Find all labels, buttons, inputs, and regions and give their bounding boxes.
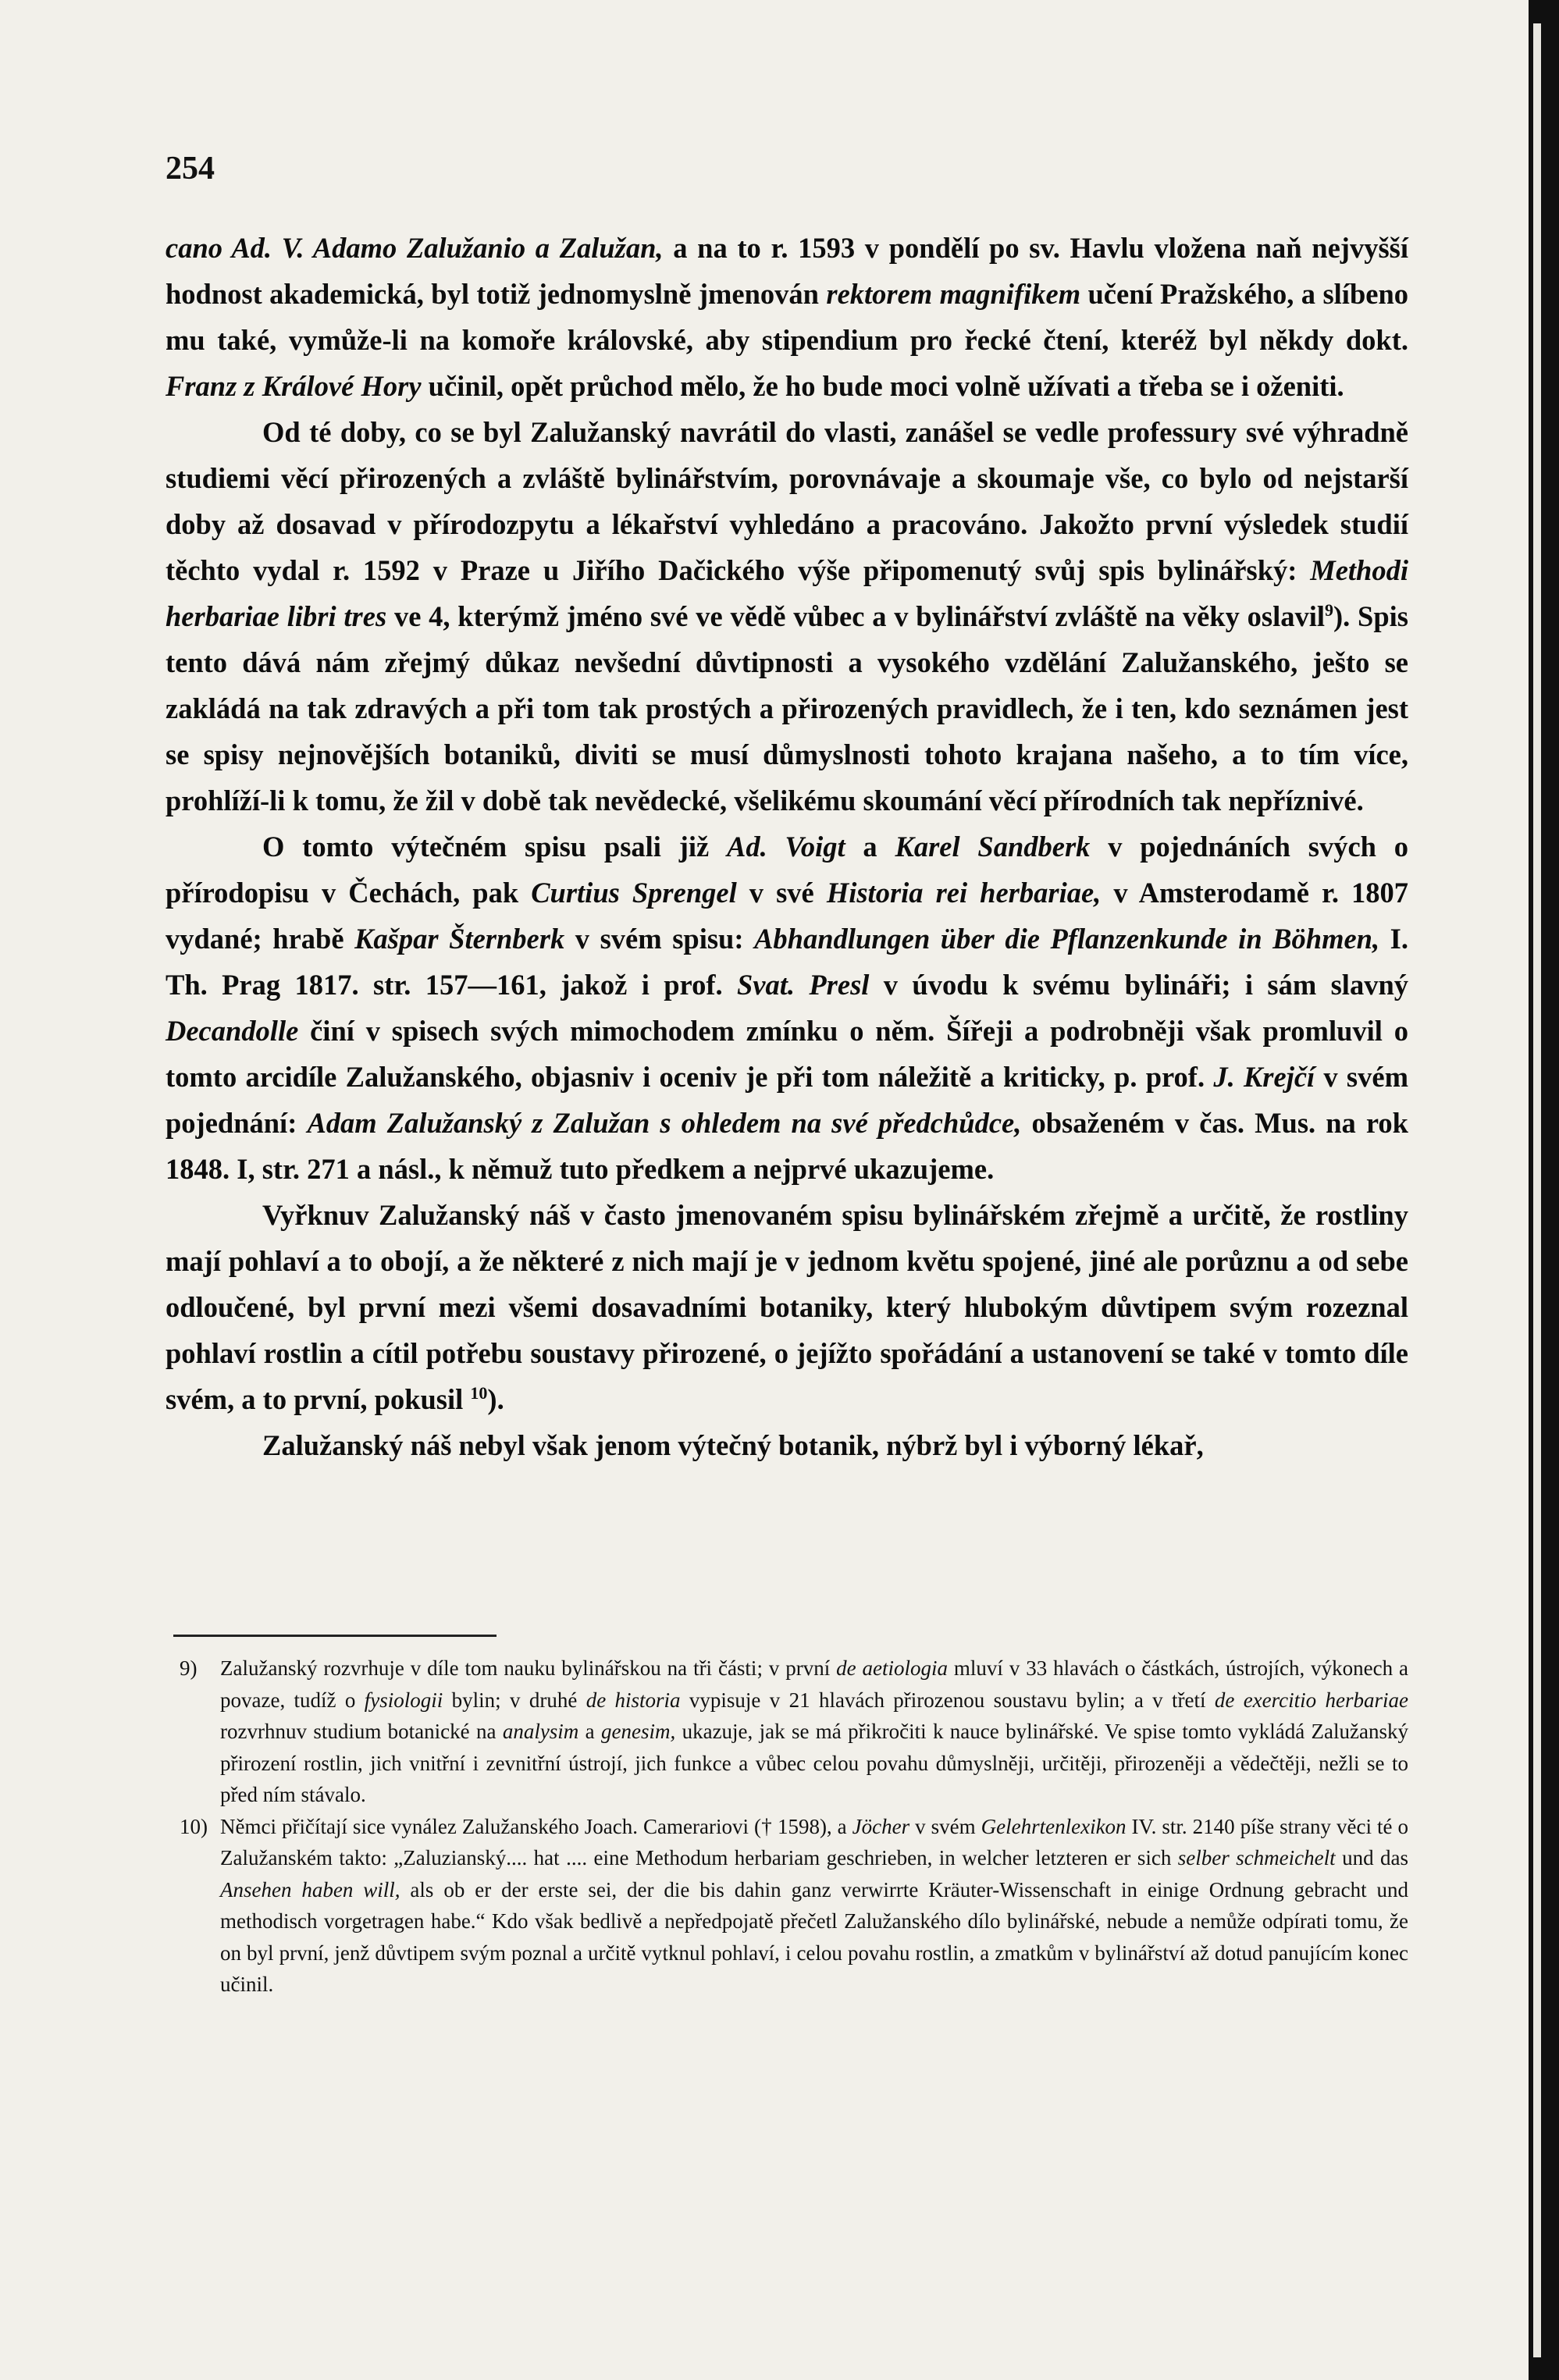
text-span: mluví v 33 hlavách o částkách, ústrojích, výkonech a povaze, tudíž o <box>220 1656 1408 1712</box>
italic-phrase: selber schmeichelt <box>1177 1846 1336 1869</box>
footnote-10 <box>180 1811 1408 2001</box>
footnote-reference: 9 <box>1325 599 1333 620</box>
text-span: und das <box>1335 1846 1408 1869</box>
footnote-reference: 10 <box>470 1382 488 1403</box>
italic-phrase: Historia rei herbariae, <box>826 877 1102 909</box>
italic-phrase: J. Krejčí <box>1213 1061 1315 1093</box>
text-span: Zalužanský rozvrhuje v díle tom nauku bylinářskou na tři části; v první <box>220 1656 837 1680</box>
italic-phrase: Svat. Presl <box>737 969 870 1001</box>
italic-phrase: fysiologii <box>364 1688 443 1712</box>
text-span: v svém <box>909 1814 981 1838</box>
text-span: činí v spisech svých mimochodem zmínku o něm. Šířeji a podrobněji však promluvil o tomto arcidíle Zalužanského, objasniv i oceniv je při tom náležitě a kriticky, p. prof. <box>166 1015 1408 1093</box>
italic-phrase: Ad. Voigt <box>727 831 845 863</box>
text-span: Od té doby, co se byl Zalužanský navrátil do vlasti, zanášel se vedle professury své výhradně studiemi věcí přirozených a zvláště bylinářstvím, porovnávaje a skoumaje vše, co bylo od nejstarší doby až dosavad v přírodozpytu a lékařství vyhledáno a pracováno. Jakožto první výsledek studií těchto vydal r. 1592 v Praze u Jiřího Dačického výše připomenutý svůj spis bylinářský: <box>166 416 1408 586</box>
paragraph-2 <box>166 409 1408 824</box>
text-span: v svém spisu: <box>564 923 755 955</box>
text-span: O tomto výtečném spisu psali již <box>262 831 728 863</box>
italic-phrase: cano Ad. V. Adamo Zalužanio a Zalužan, <box>166 232 664 264</box>
scan-edge <box>1529 0 1559 2380</box>
text-span: Zalužanský náš nebyl však jenom výtečný botanik, nýbrž byl i výborný lékař, <box>262 1429 1204 1461</box>
text-span: a <box>845 831 895 863</box>
page-number: 254 <box>166 151 215 187</box>
italic-phrase: de historia <box>586 1688 681 1712</box>
italic-phrase: Karel Sandberk <box>895 831 1091 863</box>
text-span: IV. str. 2140 píše strany věci té o Zalužanském takto: „Zaluzianský.... hat .... eine Methodum herbariam geschrieben, in welcher letzteren er sich <box>220 1814 1408 1869</box>
italic-phrase: analysim <box>502 1720 579 1743</box>
text-span: a na to r. 1593 v pondělí po sv. Havlu vložena naň nejvyšší hodnost akademická, byl totiž jednomyslně jmenován <box>166 232 1408 310</box>
footnote-mark: 9) <box>180 1656 198 1680</box>
text-span: učinil, opět průchod mělo, že ho bude moci volně užívati a třeba se i oženiti. <box>421 370 1344 402</box>
text-span: a <box>578 1720 601 1743</box>
paper-edge-strip <box>1533 23 1541 2357</box>
text-span: Němci přičítají sice vynález Zalužanského Joach. Camerariovi († 1598), a <box>220 1814 852 1838</box>
italic-phrase: Methodi herbariae libri tres <box>166 554 1408 632</box>
paragraph-1 <box>166 225 1408 409</box>
footnote-9 <box>180 1652 1408 1811</box>
text-span: v svém pojednání: <box>166 1061 1408 1139</box>
text-span: obsaženém v čas. Mus. na rok 1848. I, str. 271 a násl., k němuž tuto předkem a nejprvé ukazujeme. <box>166 1107 1408 1185</box>
text-span: v Amsterodamě r. 1807 vydané; hrabě <box>166 877 1409 955</box>
text-span: I. Th. Prag 1817. str. 157—161, jakož i prof. <box>166 923 1408 1001</box>
text-span: v pojednáních svých o přírodopisu v Čechách, pak <box>166 831 1408 909</box>
text-span: v úvodu k svému bylináři; i sám slavný <box>869 969 1408 1001</box>
italic-phrase: de aetiologia <box>836 1656 949 1680</box>
italic-phrase: Abhandlungen über die Pflanzenkunde in Böhmen, <box>754 923 1380 955</box>
italic-phrase: Kašpar Šternberk <box>354 923 565 955</box>
text-span: ). Spis tento dává nám zřejmý důkaz nevšední důvtipnosti a vysokého vzdělání Zalužanského, ješto se zakládá na tak zdravých a při tom tak prostých a přirozených pravidlech, že i ten, kdo seznámen jest se spisy nejnovějších botaniků, diviti se musí důmyslnosti tohoto krajana našeho, a to tím více, prohlíží-li k tomu, že žil v době tak nevědecké, všelikému skoumání věcí přírodních tak nepříznivé. <box>166 600 1408 816</box>
text-span: v své <box>736 877 827 909</box>
main-text <box>166 225 1408 1468</box>
footnotes <box>180 1652 1408 2001</box>
italic-phrase: genesim, <box>601 1720 676 1743</box>
text-span: ukazuje, jak se má přikročiti k nauce bylinářské. Ve spise tomto vykládá Zalužanský přirození rostlin, jich vnitřní i zevnitřní ústrojí, jich funkce a vůbec celou povahu důmyslněji, určitěji, přirozeněji a vědečtěji, nežli se to před ním stávalo. <box>220 1720 1408 1806</box>
text-span: als ob er der erste sei, der die bis dahin ganz verwirrte Kräuter-Wissenschaft in einige Ordnung gebracht und methodisch vorgetragen habe.“ Kdo však bedlivě a nepředpojatě přečetl Zalužanského dílo bylinářské, nebude a nemůže odpírati tomu, že on byl první, jenž důvtipem svým poznal a určitě vytknul pohlaví, i celou povahu rostlin, a zmatkům v bylinářství až dotud panujícím konec učinil. <box>220 1877 1408 1996</box>
italic-phrase: Jöcher <box>852 1814 910 1838</box>
text-span: ). <box>487 1383 504 1415</box>
italic-phrase: Gelehrtenlexikon <box>981 1814 1127 1838</box>
italic-phrase: Adam Zalužanský z Zalužan s ohledem na své předchůdce, <box>307 1107 1022 1139</box>
paragraph-5 <box>166 1422 1408 1468</box>
text-span: vypisuje v 21 hlavách přirozenou soustavu bylin; a v třetí <box>680 1688 1215 1712</box>
italic-phrase: Franz z Králové Hory <box>166 370 422 402</box>
italic-phrase: rektorem magnifikem <box>826 278 1081 310</box>
text-span: Vyřknuv Zalužanský náš v často jmenovaném spisu bylinářském zřejmě a určitě, že rostliny mají pohlaví a to obojí, a že některé z nich mají je v jednom květu spojené, jiné ale porůznu a od sebe odloučené, byl první mezi všemi dosavadními botaniky, který hlubokým důvtipem svým rozeznal pohlaví rostlin a cítil potřebu soustavy přirozené, o jejížto spořádání a ustanovení se také v tomto díle svém, a to první, pokusil <box>166 1199 1408 1415</box>
text-span: ve 4, kterýmž jméno své ve vědě vůbec a v bylinářství zvláště na věky oslavil <box>386 600 1325 632</box>
paragraph-3 <box>166 824 1408 1192</box>
italic-phrase: de exercitio herbariae <box>1214 1688 1408 1712</box>
paragraph-4 <box>166 1192 1408 1422</box>
text-span: učení Pražského, a slíbeno mu také, vymůže-li na komoře královské, aby stipendium pro řecké čtení, kteréž byl někdy dokt. <box>166 278 1408 356</box>
footnote-divider <box>173 1635 497 1637</box>
text-span: rozvrhnuv studium botanické na <box>220 1720 503 1743</box>
italic-phrase: Decandolle <box>166 1015 299 1047</box>
italic-phrase: Ansehen haben will, <box>220 1877 400 1902</box>
italic-phrase: Curtius Sprengel <box>531 877 737 909</box>
footnote-mark: 10) <box>180 1814 208 1838</box>
text-span: bylin; v druhé <box>443 1688 586 1712</box>
